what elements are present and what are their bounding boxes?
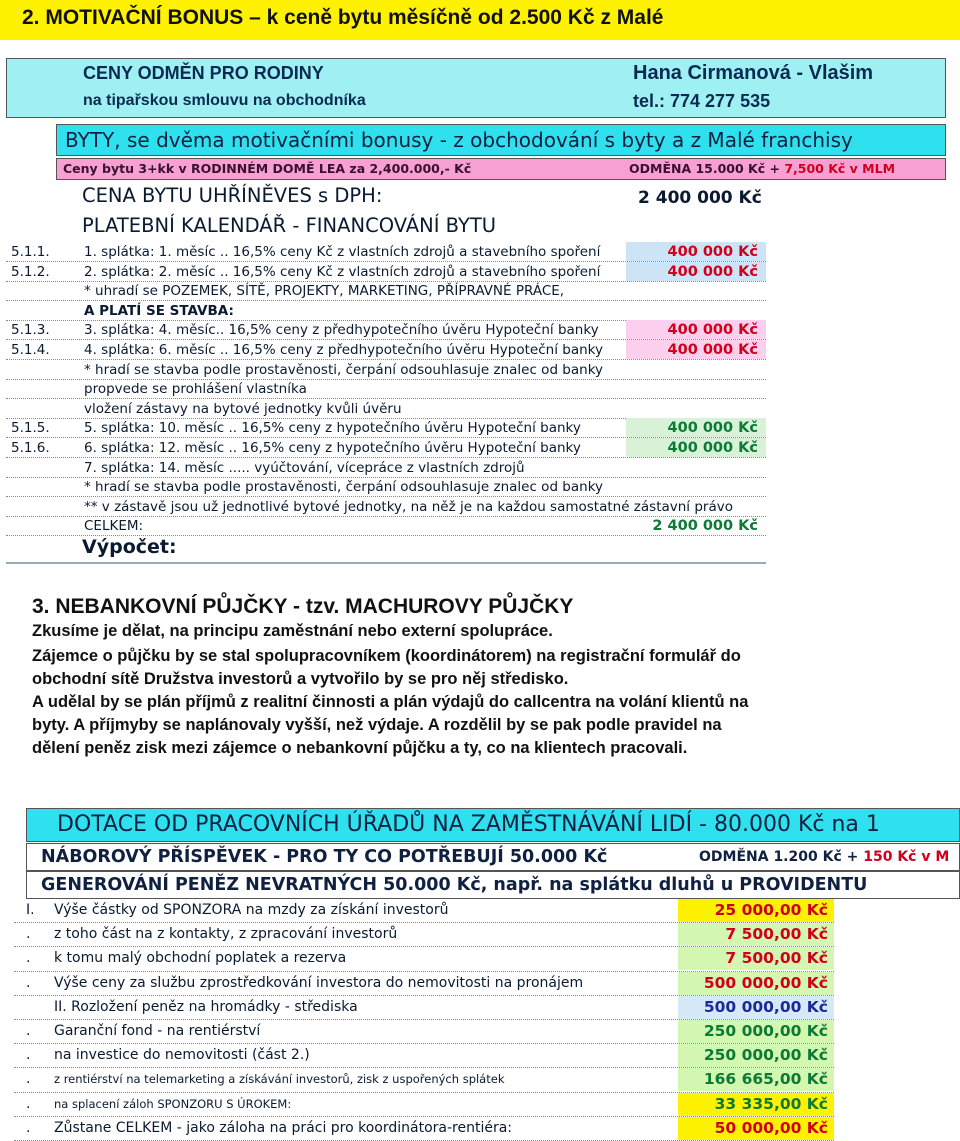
row-amount: 400 000 Kč	[626, 242, 766, 261]
sheet1-bottom-line	[6, 562, 766, 564]
payment-row	[6, 360, 766, 380]
row-text: CELKEM:	[84, 518, 144, 535]
funding-row	[14, 899, 834, 923]
payment-row	[6, 262, 766, 282]
dotace-bar: DOTACE OD PRACOVNÍCH ÚŘADŮ NA ZAMĚSTNÁVÁNÍ LIDÍ - 80.000 Kč na 1	[26, 808, 960, 842]
rewards-header	[6, 58, 946, 118]
payment-row	[6, 458, 766, 478]
row-text: * hradí se stavba podle prostavěnosti, čerpání odsouhlasuje znalec od banky	[84, 479, 604, 496]
row-amount: 50 000,00 Kč	[678, 1117, 834, 1140]
row-id: .	[26, 1023, 31, 1039]
rewards-subtitle: na tipařskou smlouvu na obchodníka	[83, 92, 366, 109]
row-amount: 33 335,00 Kč	[678, 1093, 834, 1116]
payment-row	[6, 497, 766, 517]
row-text: II. Rozložení peněz na hromádky - střediska	[54, 998, 358, 1015]
para-line: byty. A příjmyby se naplánovaly vyšší, než výdaje. A rozdělil by se pak podle pravidel na	[32, 716, 722, 734]
payment-rows	[6, 242, 766, 562]
payment-row	[6, 418, 766, 438]
row-text: 2. splátka: 2. měsíc .. 16,5% ceny Kč z vlastních zdrojů a stavebního spoření	[84, 263, 601, 280]
ceny-bar	[56, 158, 946, 180]
row-text: Zůstane CELKEM - jako záloha na práci pro koordinátora-rentiéra:	[54, 1119, 513, 1136]
row-amount: 166 665,00 Kč	[678, 1068, 834, 1091]
row-id: .	[26, 974, 31, 991]
row-id: .	[26, 1071, 31, 1088]
funding-row	[14, 947, 834, 971]
naborovy-reward: ODMĚNA 1.200 Kč + 150 Kč v M	[699, 849, 950, 865]
ceny-bar-left: Ceny bytu 3+kk v RODINNÉM DOMĚ LEA za 2,400.000,- Kč	[63, 161, 472, 176]
row-text: 1. splátka: 1. měsíc .. 16,5% ceny Kč z vlastních zdrojů a stavebního spoření	[84, 244, 601, 260]
funding-row	[14, 996, 834, 1020]
row-amount: 400 000 Kč	[626, 438, 766, 457]
row-amount: 7 500,00 Kč	[678, 947, 834, 970]
funding-row	[14, 1044, 834, 1068]
payment-row	[6, 379, 766, 399]
row-id: I.	[26, 902, 35, 918]
row-id: .	[26, 950, 31, 967]
row-id: .	[26, 1047, 31, 1064]
row-amount: 25 000,00 Kč	[678, 899, 834, 922]
dotace-spreadsheet	[14, 800, 960, 1139]
row-id: .	[26, 1095, 31, 1112]
row-text: 3. splátka: 4. měsíc.. 16,5% ceny z předhypotečního úvěru Hypoteční banky	[84, 322, 599, 339]
ceny-bar-reward: ODMĚNA 15.000 Kč + 7,500 Kč v MLM	[629, 161, 896, 176]
row-text: 7. splátka: 14. měsíc ..... vyúčtování, vícepráce z vlastních zdrojů	[84, 459, 525, 476]
cena-bytu-label: CENA BYTU UHŘÍNĚVES s DPH:	[82, 184, 383, 207]
payment-row	[6, 516, 766, 536]
row-id: .	[26, 1119, 31, 1136]
row-amount: 400 000 Kč	[626, 340, 766, 359]
row-text: 6. splátka: 12. měsíc .. 16,5% ceny z hypotečního úvěru Hypoteční banky	[84, 440, 581, 456]
rewards-title: CENY ODMĚN PRO RODINY	[83, 63, 324, 83]
payment-row	[6, 438, 766, 458]
cena-bytu-value: 2 400 000 Kč	[638, 188, 762, 208]
vypocet-label: Výpočet:	[82, 536, 177, 558]
para-line: Zájemce o půjčku by se stal spolupracovníkem (koordinátorem) na registrační formulář do	[32, 647, 741, 665]
row-text: z rentiérství na telemarketing a získávání investorů, zisk z uspořených splátek	[54, 1072, 505, 1087]
row-id: 5.1.3.	[11, 322, 50, 339]
payment-row	[6, 242, 766, 262]
row-amount: 7 500,00 Kč	[678, 923, 834, 946]
row-text: vložení zástavy na bytové jednotky kvůli úvěru	[84, 400, 402, 417]
section3-subtitle: Zkusíme je dělat, na principu zaměstnání nebo externí spolupráce.	[32, 622, 553, 640]
funding-row	[14, 1117, 834, 1141]
payment-row	[6, 301, 766, 321]
row-text: z toho část na z kontakty, z zpracování investorů	[54, 926, 398, 943]
funding-rows	[14, 899, 834, 1139]
payment-row	[6, 399, 766, 419]
byty-bar: BYTY, se dvěma motivačními bonusy - z obchodování s byty a z Malé franchisy	[56, 124, 946, 156]
contact-phone: tel.: 774 277 535	[633, 91, 771, 111]
funding-row	[14, 923, 834, 947]
para-line: dělení peněz zisk mezi zájemce o nebankovní půjčku a ty, co na klientech pracovali.	[32, 739, 688, 757]
para-line: A udělal by se plán příjmů z realitní činnosti a plán výdajů do callcentra na volání klientů na	[32, 693, 749, 711]
contact-name: Hana Cirmanová - Vlašim	[633, 62, 874, 84]
row-text: A PLATÍ SE STAVBA:	[84, 302, 234, 319]
row-text: na splacení záloh SPONZORU S ÚROKEM:	[54, 1096, 292, 1111]
row-id: 5.1.6.	[11, 440, 50, 456]
price-spreadsheet	[6, 58, 956, 568]
row-id: 5.1.2.	[11, 263, 50, 280]
row-amount: 500 000,00 Kč	[678, 972, 834, 995]
row-text: k tomu malý obchodní poplatek a rezerva	[54, 950, 347, 967]
row-text: 4. splátka: 6. měsíc .. 16,5% ceny z předhypotečního úvěru Hypoteční banky	[84, 342, 603, 358]
funding-row	[14, 1068, 834, 1092]
row-id: 5.1.5.	[11, 420, 50, 437]
row-text: Garanční fond - na rentiérství	[54, 1023, 261, 1039]
row-text: propvede se prohlášení vlastníka	[84, 381, 307, 398]
row-amount: 2 400 000 Kč	[652, 518, 758, 535]
section3-paragraph	[32, 645, 942, 760]
row-amount: 400 000 Kč	[626, 418, 766, 437]
row-id: 5.1.1.	[11, 244, 50, 260]
row-amount: 250 000,00 Kč	[678, 1044, 834, 1067]
section3-title: 3. NEBANKOVNÍ PŮJČKY - tzv. MACHUROVY PŮJČKY	[32, 595, 574, 618]
section2-title: 2. MOTIVAČNÍ BONUS – k ceně bytu měsíčně od 2.500 Kč z Malé	[0, 0, 960, 40]
payment-row	[6, 320, 766, 340]
row-amount: 250 000,00 Kč	[678, 1020, 834, 1043]
row-text: Výše částky od SPONZORA na mzdy za získání investorů	[54, 902, 449, 918]
row-amount: 400 000 Kč	[626, 262, 766, 281]
payment-row	[6, 281, 766, 301]
payment-row	[6, 340, 766, 360]
row-id: .	[26, 926, 31, 943]
row-text: * hradí se stavba podle prostavěnosti, čerpání odsouhlasuje znalec od banky	[84, 361, 604, 378]
row-id: 5.1.4.	[11, 342, 50, 358]
row-text: 5. splátka: 10. měsíc .. 16,5% ceny z hypotečního úvěru Hypoteční banky	[84, 420, 581, 437]
row-text: * uhradí se POZEMEK, SÍTĚ, PROJEKTY, MARKETING, PŘÍPRAVNÉ PRÁCE,	[84, 283, 565, 300]
row-text: ** v zástavě jsou už jednotlivé bytové jednotky, na něž je na každou samostatné zástavní právo	[84, 498, 733, 515]
row-amount: 500 000,00 Kč	[678, 996, 834, 1019]
funding-row	[14, 972, 834, 996]
para-line: obchodní sítě Družstva investorů a vytvořilo by se pro něj středisko.	[32, 670, 569, 688]
payment-row	[6, 477, 766, 497]
funding-row	[14, 1093, 834, 1117]
generovani-bar: GENEROVÁNÍ PENĚZ NEVRATNÝCH 50.000 Kč, např. na splátku dluhů u PROVIDENTU	[26, 871, 960, 899]
funding-row	[14, 1020, 834, 1044]
row-text: Výše ceny za službu zprostředkování investora do nemovitosti na pronájem	[54, 974, 584, 991]
naborovy-label: NÁBOROVÝ PŘÍSPĚVEK - PRO TY CO POTŘEBUJÍ 50.000 Kč	[41, 847, 608, 867]
row-amount: 400 000 Kč	[626, 320, 766, 339]
platebni-kalendar-label: PLATEBNÍ KALENDÁŘ - FINANCOVÁNÍ BYTU	[82, 214, 497, 237]
row-text: na investice do nemovitosti (část 2.)	[54, 1047, 310, 1064]
naborovy-bar	[26, 843, 960, 871]
